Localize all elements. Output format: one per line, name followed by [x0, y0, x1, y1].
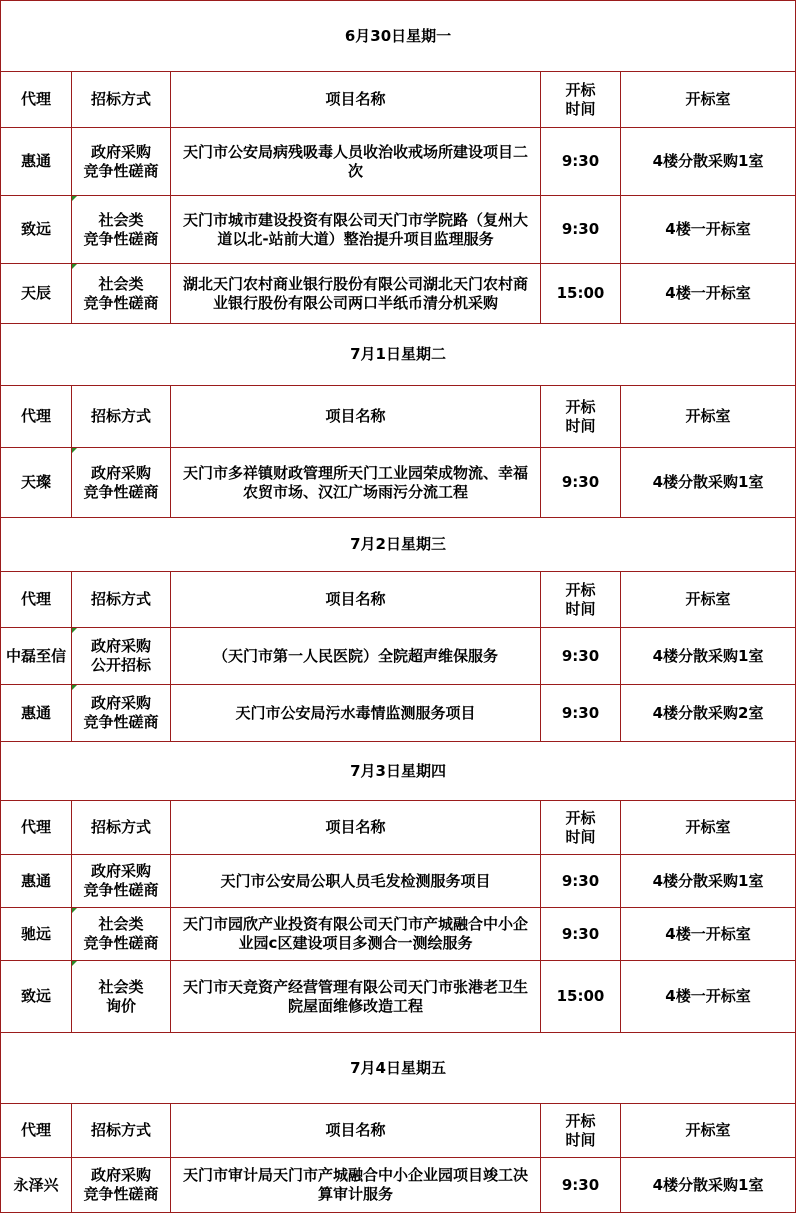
- method-cell-line1: 社会类: [98, 915, 144, 933]
- project-name-cell: （天门市第一人民医院）全院超声维保服务: [171, 628, 541, 685]
- method-cell-line1: 政府采购: [90, 463, 151, 482]
- day-title-row: [1, 324, 796, 386]
- room-cell: 4楼分散采购2室: [621, 685, 796, 742]
- header-time: [541, 72, 621, 128]
- header-project: 项目名称: [171, 386, 541, 448]
- method-cell: [72, 685, 171, 742]
- header-time-line2: 时间: [565, 1130, 596, 1149]
- table-row: [1, 196, 796, 264]
- header-room: 开标室: [621, 386, 796, 448]
- header-time: [541, 572, 621, 628]
- header-time-line1: 开标: [565, 808, 596, 827]
- header-room: 开标室: [621, 1104, 796, 1158]
- time-cell: 9:30: [541, 128, 621, 196]
- method-cell-line2: 竞争性磋商: [83, 881, 159, 899]
- day-title: 7月1日星期二: [1, 324, 796, 386]
- header-time-line2: 时间: [565, 99, 596, 118]
- method-cell-line1: 政府采购: [90, 862, 151, 880]
- day-title: 6月30日星期一: [1, 1, 796, 72]
- method-cell-line1: 社会类: [98, 977, 144, 996]
- room-cell: 4楼一开标室: [621, 264, 796, 324]
- agent-cell: 惠通: [1, 855, 72, 908]
- header-agent: 代理: [1, 572, 72, 628]
- method-cell-line1: 社会类: [98, 210, 144, 229]
- table-header-row: [1, 386, 796, 448]
- day-title: 7月4日星期五: [1, 1033, 796, 1104]
- header-agent: 代理: [1, 801, 72, 855]
- agent-cell: 天璨: [1, 448, 72, 518]
- time-cell: 9:30: [541, 685, 621, 742]
- method-cell: [72, 264, 171, 324]
- method-cell-line2: 公开招标: [90, 656, 151, 674]
- time-cell: 9:30: [541, 448, 621, 518]
- method-cell: [72, 628, 171, 685]
- header-room: 开标室: [621, 801, 796, 855]
- room-cell: 4楼分散采购1室: [621, 1158, 796, 1213]
- table-header-row: [1, 572, 796, 628]
- table-row: [1, 128, 796, 196]
- table-row: [1, 685, 796, 742]
- time-cell: 9:30: [541, 855, 621, 908]
- header-project: 项目名称: [171, 1104, 541, 1158]
- method-cell-line2: 竞争性磋商: [83, 713, 159, 731]
- day-title: 7月3日星期四: [1, 742, 796, 801]
- method-cell-line2: 竞争性磋商: [83, 293, 159, 312]
- agent-cell: 驰远: [1, 908, 72, 961]
- method-cell-line1: 政府采购: [90, 1166, 151, 1184]
- header-time-line2: 时间: [565, 827, 596, 846]
- day-title-row: [1, 742, 796, 801]
- header-method: 招标方式: [72, 386, 171, 448]
- room-cell: 4楼一开标室: [621, 908, 796, 961]
- header-time-line2: 时间: [565, 416, 596, 435]
- header-method: 招标方式: [72, 1104, 171, 1158]
- time-cell: 9:30: [541, 196, 621, 264]
- header-agent: 代理: [1, 1104, 72, 1158]
- agent-cell: 致远: [1, 196, 72, 264]
- day-title-row: [1, 518, 796, 572]
- room-cell: 4楼一开标室: [621, 196, 796, 264]
- table-row: [1, 448, 796, 518]
- method-cell-line1: 社会类: [98, 274, 144, 293]
- project-name-cell: 天门市公安局病残吸毒人员收治收戒场所建设项目二次: [171, 128, 541, 196]
- header-project: 项目名称: [171, 72, 541, 128]
- room-cell: 4楼一开标室: [621, 961, 796, 1033]
- header-project: 项目名称: [171, 801, 541, 855]
- agent-cell: 惠通: [1, 685, 72, 742]
- method-cell: [72, 855, 171, 908]
- header-project: 项目名称: [171, 572, 541, 628]
- header-time-line1: 开标: [565, 397, 596, 416]
- header-room: 开标室: [621, 72, 796, 128]
- agent-cell: 惠通: [1, 128, 72, 196]
- project-name-cell: 天门市园欣产业投资有限公司天门市产城融合中小企业园c区建设项目多测合一测绘服务: [171, 908, 541, 961]
- project-name-cell: 天门市公安局污水毒情监测服务项目: [171, 685, 541, 742]
- table-header-row: [1, 801, 796, 855]
- header-method: 招标方式: [72, 72, 171, 128]
- agent-cell: 永泽兴: [1, 1158, 72, 1213]
- room-cell: 4楼分散采购1室: [621, 128, 796, 196]
- header-time: [541, 386, 621, 448]
- header-time-line2: 时间: [565, 599, 596, 618]
- header-method: 招标方式: [72, 572, 171, 628]
- method-cell-line1: 政府采购: [90, 142, 151, 161]
- table-row: [1, 628, 796, 685]
- method-cell-line2: 竞争性磋商: [83, 229, 159, 248]
- header-time-line1: 开标: [565, 580, 596, 599]
- agent-cell: 天辰: [1, 264, 72, 324]
- table-header-row: [1, 72, 796, 128]
- method-cell-line2: 竞争性磋商: [83, 161, 159, 180]
- project-name-cell: 天门市天竞资产经营管理有限公司天门市张港老卫生院屋面维修改造工程: [171, 961, 541, 1033]
- method-cell-line2: 竞争性磋商: [83, 482, 159, 501]
- method-cell-line1: 政府采购: [90, 694, 151, 712]
- header-room: 开标室: [621, 572, 796, 628]
- project-name-cell: 天门市审计局天门市产城融合中小企业园项目竣工决算审计服务: [171, 1158, 541, 1213]
- room-cell: 4楼分散采购1室: [621, 628, 796, 685]
- method-cell: [72, 961, 171, 1033]
- method-cell: [72, 1158, 171, 1213]
- header-time: [541, 801, 621, 855]
- time-cell: 15:00: [541, 961, 621, 1033]
- room-cell: 4楼分散采购1室: [621, 855, 796, 908]
- table-row: [1, 908, 796, 961]
- table-row: [1, 1158, 796, 1213]
- time-cell: 15:00: [541, 264, 621, 324]
- table-row: [1, 961, 796, 1033]
- header-agent: 代理: [1, 72, 72, 128]
- header-agent: 代理: [1, 386, 72, 448]
- method-cell: [72, 908, 171, 961]
- day-title: 7月2日星期三: [1, 518, 796, 572]
- method-cell: [72, 128, 171, 196]
- header-time-line1: 开标: [565, 80, 596, 99]
- day-title-row: [1, 1, 796, 72]
- method-cell: [72, 196, 171, 264]
- method-cell-line2: 询价: [105, 996, 136, 1015]
- table-header-row: [1, 1104, 796, 1158]
- agent-cell: 致远: [1, 961, 72, 1033]
- method-cell-line2: 竞争性磋商: [83, 1185, 159, 1203]
- project-name-cell: 天门市多祥镇财政管理所天门工业园荣成物流、幸福农贸市场、汉江广场雨污分流工程: [171, 448, 541, 518]
- method-cell-line1: 政府采购: [90, 637, 151, 655]
- header-time: [541, 1104, 621, 1158]
- room-cell: 4楼分散采购1室: [621, 448, 796, 518]
- method-cell-line2: 竞争性磋商: [83, 934, 159, 952]
- project-name-cell: 湖北天门农村商业银行股份有限公司湖北天门农村商业银行股份有限公司两口半纸币清分机采购: [171, 264, 541, 324]
- method-cell: [72, 448, 171, 518]
- project-name-cell: 天门市公安局公职人员毛发检测服务项目: [171, 855, 541, 908]
- time-cell: 9:30: [541, 628, 621, 685]
- header-method: 招标方式: [72, 801, 171, 855]
- day-title-row: [1, 1033, 796, 1104]
- table-row: [1, 264, 796, 324]
- table-row: [1, 855, 796, 908]
- header-time-line1: 开标: [565, 1111, 596, 1130]
- time-cell: 9:30: [541, 1158, 621, 1213]
- agent-cell: 中磊至信: [1, 628, 72, 685]
- project-name-cell: 天门市城市建设投资有限公司天门市学院路（复州大道以北-站前大道）整治提升项目监理服务: [171, 196, 541, 264]
- time-cell: 9:30: [541, 908, 621, 961]
